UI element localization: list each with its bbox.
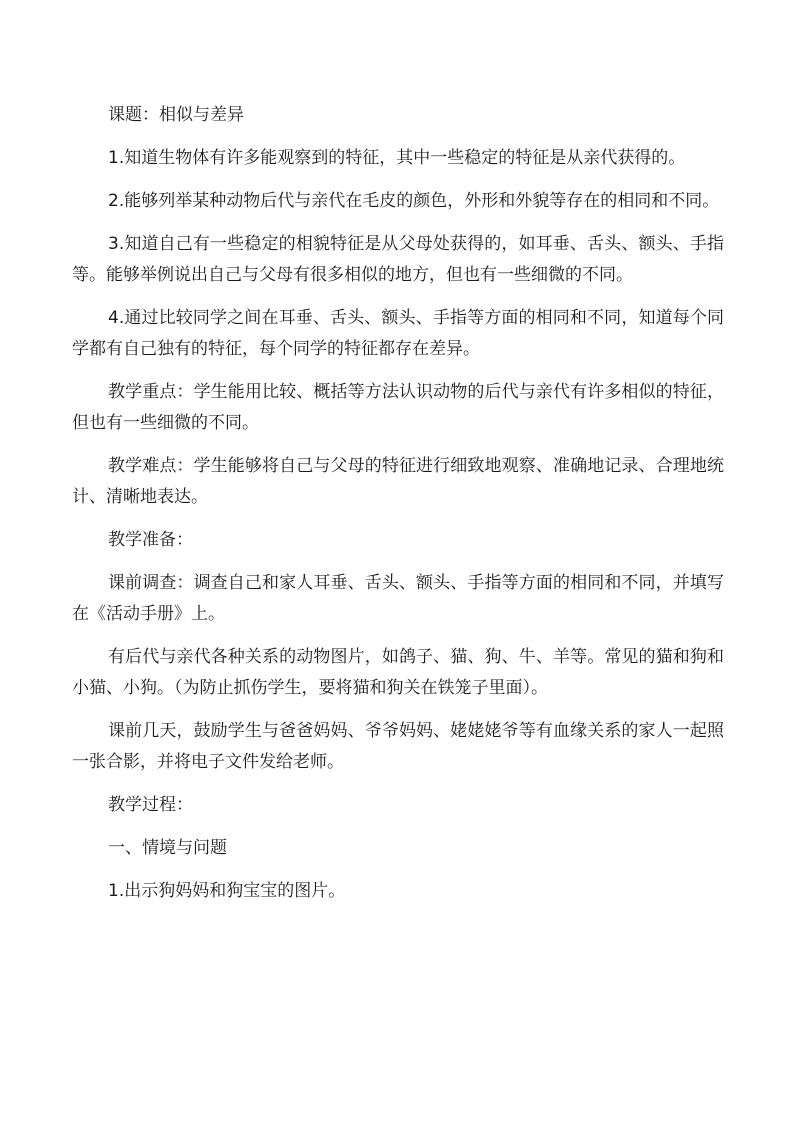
objective-2: 2.能够列举某种动物后代与亲代在毛皮的颜色，外形和外貌等存在的相同和不同。: [108, 191, 720, 211]
objective-1: 1.知道生物体有许多能观察到的特征，其中一些稳定的特征是从亲代获得的。: [108, 148, 686, 168]
objective-4: 4.通过比较同学之间在耳垂、舌头、额头、手指等方面的相同和不同，知道每个同学都有自己独有的特征，每个同学的特征都存在差异。: [72, 308, 724, 359]
objective-3: 3.知道自己有一些稳定的相貌特征是从父母处获得的，如耳垂、舌头、额头、手指等。能够举例说出自己与父母有很多相似的地方，但也有一些细微的不同。: [72, 234, 724, 285]
document-body: [72, 100, 724, 919]
animal-pictures: 有后代与亲代各种关系的动物图片，如鸽子、猫、狗、牛、羊等。常见的猫和狗和小猫、小狗。（为防止抓伤学生，要将猫和狗关在铁笼子里面）。: [72, 647, 724, 698]
step-1: 1.出示狗妈妈和狗宝宝的图片。: [108, 881, 346, 901]
lesson-title: 课题：相似与差异: [108, 105, 244, 125]
process-heading: 教学过程：: [108, 795, 193, 815]
preparation-heading: 教学准备：: [108, 530, 193, 550]
section-heading-1: 一、情境与问题: [108, 838, 227, 858]
teaching-difficulty: 教学难点：学生能够将自己与父母的特征进行细致地观察、准确地记录、合理地统计、清晰地表达。: [72, 456, 724, 507]
family-photo: 课前几天，鼓励学生与爸爸妈妈、爷爷妈妈、姥姥姥爷等有血缘关系的家人一起照一张合影，并将电子文件发给老师。: [72, 721, 724, 772]
pre-class-survey: 课前调查：调查自己和家人耳垂、舌头、额头、手指等方面的相同和不同，并填写在《活动手册》上。: [72, 573, 724, 624]
teaching-focus: 教学重点：学生能用比较、概括等方法认识动物的后代与亲代有许多相似的特征，但也有一些细微的不同。: [72, 382, 724, 433]
